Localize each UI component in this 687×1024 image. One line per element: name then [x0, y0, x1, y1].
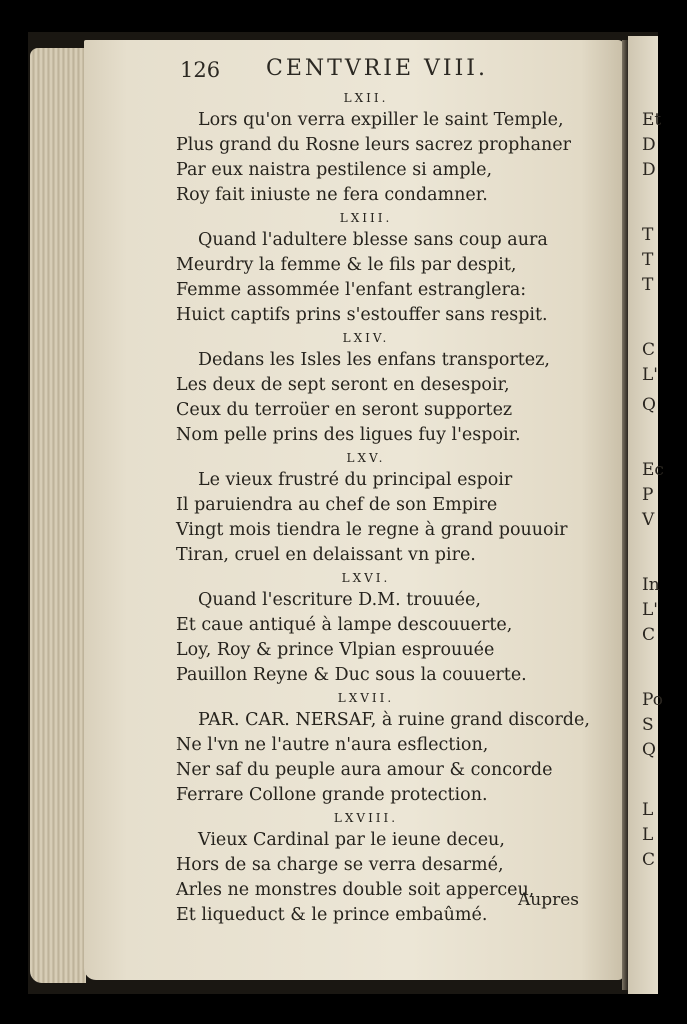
- facing-page-letter: Po: [642, 690, 663, 710]
- quatrain-number: LXIV.: [342, 331, 390, 345]
- verse-line: Huict captifs prins s'estouffer sans respit.: [176, 305, 548, 325]
- facing-page-letter: L: [642, 800, 654, 820]
- quatrain-number: LXVII.: [337, 691, 395, 705]
- facing-page-letter: C: [642, 340, 656, 360]
- page-header: [180, 56, 540, 86]
- facing-page-letter: L': [642, 365, 658, 385]
- facing-page-edge: [628, 36, 664, 994]
- facing-page-letter: Ec: [642, 460, 664, 480]
- facing-page-letter: P: [642, 485, 654, 505]
- verse-line: Ner saf du peuple aura amour & concorde: [176, 760, 553, 780]
- facing-page-letter: L': [642, 600, 658, 620]
- verse-line: Pauillon Reyne & Duc sous la couuerte.: [176, 665, 527, 685]
- quatrain-text: [176, 88, 596, 928]
- facing-page-letter: Q: [642, 740, 656, 760]
- quatrain-number: LXVIII.: [333, 811, 399, 825]
- facing-page-letter: C: [642, 625, 656, 645]
- verse-line: Nom pelle prins des ligues fuy l'espoir.: [176, 425, 521, 445]
- verse-line: Lors qu'on verra expiller le saint Temple,: [198, 110, 564, 130]
- facing-page-letter: Et: [642, 110, 662, 130]
- verse-line: Les deux de sept seront en desespoir,: [176, 375, 510, 395]
- catchword: Aupres: [518, 890, 580, 910]
- quatrain: [176, 328, 596, 448]
- page-number: 126: [180, 58, 221, 82]
- verse-line: Dedans les Isles les enfans transportez,: [198, 350, 550, 370]
- verse-line: Vingt mois tiendra le regne à grand pouuoir: [176, 520, 568, 540]
- facing-page-letter: V: [642, 510, 655, 530]
- facing-page-letter: C: [642, 850, 656, 870]
- quatrain: [176, 88, 596, 208]
- verse-line: Ne l'vn ne l'autre n'aura esflection,: [176, 735, 489, 755]
- verse-line: Le vieux frustré du principal espoir: [198, 470, 513, 490]
- quatrain: [176, 808, 596, 928]
- facing-page-letter: T: [642, 225, 654, 245]
- quatrain: [176, 568, 596, 688]
- verse-line: Loy, Roy & prince Vlpian esprouuée: [176, 640, 495, 660]
- verse-line: Quand l'adultere blesse sans coup aura: [198, 230, 548, 250]
- facing-page-letter: D: [642, 160, 656, 180]
- facing-page-letter: T: [642, 275, 654, 295]
- quatrain: [176, 208, 596, 328]
- verse-line: Meurdry la femme & le fils par despit,: [176, 255, 517, 275]
- verse-line: Hors de sa charge se verra desarmé,: [176, 855, 504, 875]
- page-edges: [30, 48, 86, 983]
- verse-line: Ferrare Collone grande protection.: [176, 785, 488, 805]
- verse-line: Ceux du terroüer en seront supportez: [176, 400, 513, 420]
- facing-page-letter: In: [642, 575, 660, 595]
- quatrain-number: LXIII.: [339, 211, 393, 225]
- verse-line: Et caue antiqué à lampe descouuerte,: [176, 615, 513, 635]
- verse-line: Par eux naistra pestilence si ample,: [176, 160, 493, 180]
- quatrain: [176, 448, 596, 568]
- quatrain-number: LXVI.: [341, 571, 391, 585]
- verse-line: PAR. CAR. NERSAF, à ruine grand discorde,: [198, 710, 590, 730]
- quatrain: [176, 688, 596, 808]
- verse-line: Quand l'escriture D.M. trouuée,: [198, 590, 481, 610]
- facing-page-letter: L: [642, 825, 654, 845]
- verse-line: Et liqueduct & le prince embaûmé.: [176, 905, 488, 925]
- quatrain-number: LXV.: [346, 451, 386, 465]
- facing-page-letter: S: [642, 715, 654, 735]
- facing-page-letter: Q: [642, 395, 656, 415]
- quatrain-number: LXII.: [343, 91, 389, 105]
- facing-page-letter: T: [642, 250, 654, 270]
- running-title: CENTVRIE VIII.: [266, 56, 488, 81]
- verse-line: Roy fait iniuste ne fera condamner.: [176, 185, 488, 205]
- facing-page-letter: D: [642, 135, 656, 155]
- verse-line: Arles ne monstres double soit apperceu,: [176, 880, 535, 900]
- verse-line: Tiran, cruel en delaissant vn pire.: [176, 545, 476, 565]
- verse-line: Plus grand du Rosne leurs sacrez prophaner: [176, 135, 571, 155]
- verse-line: Femme assommée l'enfant estranglera:: [176, 280, 527, 300]
- verse-line: Il paruiendra au chef de son Empire: [176, 495, 498, 515]
- verse-line: Vieux Cardinal par le ieune deceu,: [198, 830, 505, 850]
